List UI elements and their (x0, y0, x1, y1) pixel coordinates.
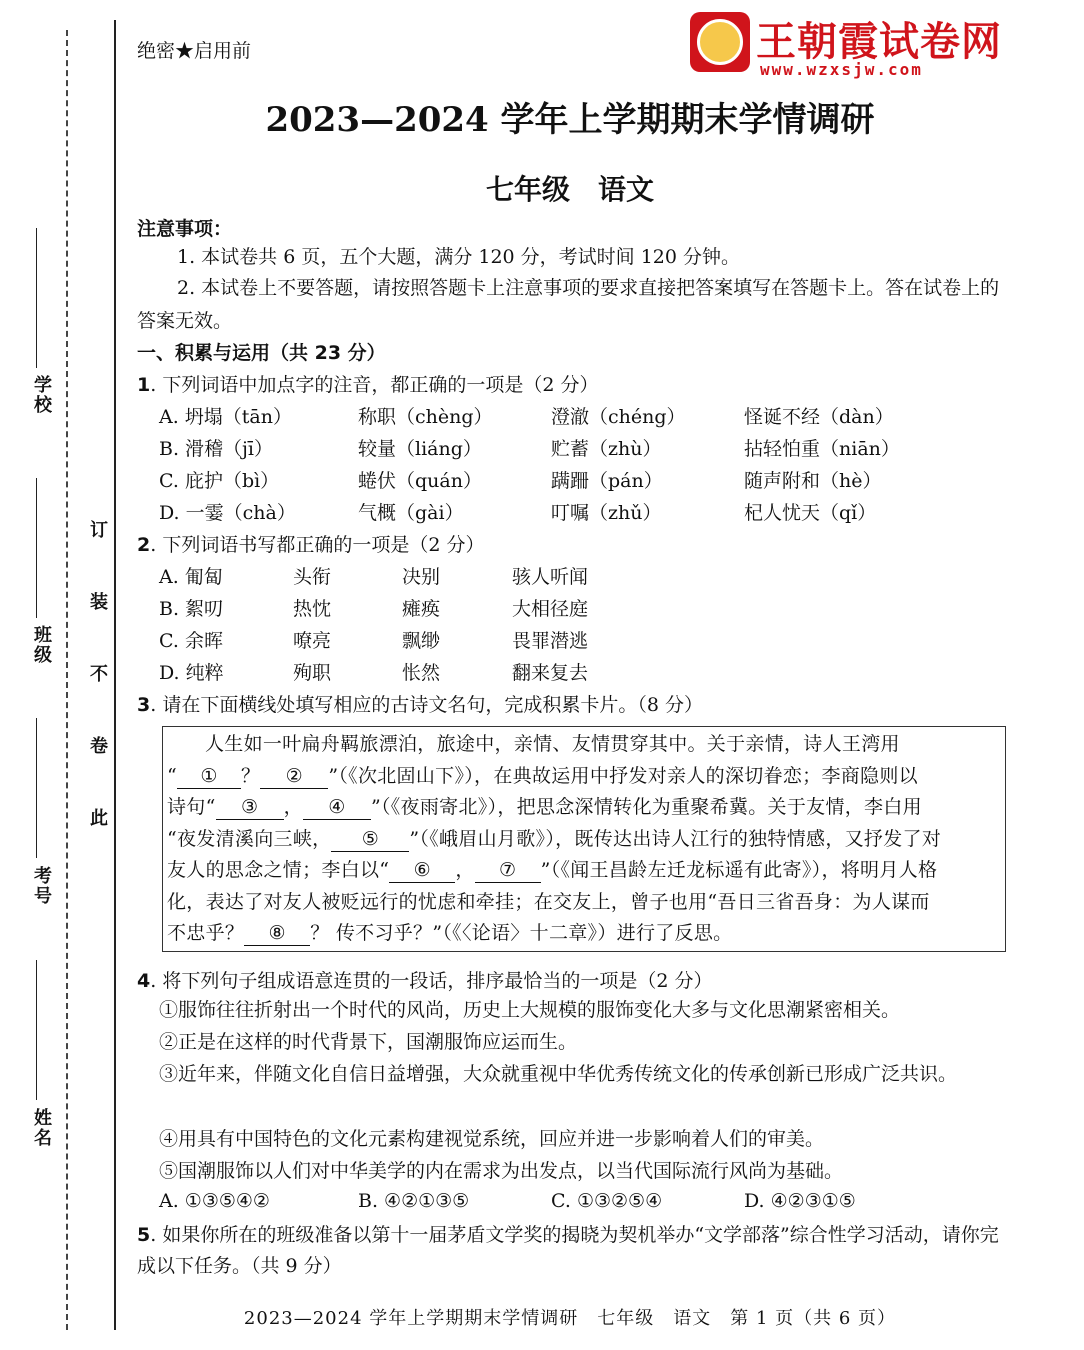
confidential-mark: 绝密★启用前 (137, 40, 252, 62)
logo-title: 王朝霞试卷网 (756, 19, 1002, 65)
section-heading: 一、积累与运用（共 23 分） (137, 342, 386, 364)
binding-solid-line (114, 20, 116, 1330)
q4-sentence-1: ①服饰往往折射出一个时代的风尚，历史上大规模的服饰变化大多与文化思潮紧密相关。 (159, 999, 901, 1021)
blank-6[interactable]: ⑥ (389, 858, 455, 883)
q1-option-a-2: 称职（chèng） (358, 406, 493, 428)
q1-option-d-1: D. 一霎（chà） (159, 502, 296, 524)
name-field-line (36, 960, 37, 1100)
blank-4[interactable]: ④ (303, 795, 371, 820)
q2-option-c-2: 嘹亮 (293, 630, 332, 652)
q1-option-a-4: 怪诞不经（dàn） (744, 406, 894, 428)
page-footer: 2023—2024 学年上学期期末学情调研 七年级 语文 第 1 页（共 6 页） (243, 1308, 897, 1329)
q1-option-d-4: 杞人忧天（qǐ） (744, 502, 877, 524)
q2-option-c-1: C. 余晖 (159, 630, 223, 652)
q2-option-a-1: A. 匍匐 (159, 566, 223, 588)
exam-no-label: 考号 (31, 866, 52, 906)
card-line: 友人的思念之情；李白以“ ⑥ ， ⑦ ”（《闻王昌龄左迁龙标遥有此寄》），将明月人格 (167, 859, 938, 881)
seal-char: 装 (87, 592, 108, 610)
q1-option-b-4: 拈轻怕重（niān） (744, 438, 900, 460)
q4-sentence-5: ⑤国潮服饰以人们对中华美学的内在需求为出发点，以当代国际流行风尚为基础。 (159, 1160, 844, 1182)
q1-option-b-3: 贮蓄（zhù） (551, 438, 662, 460)
class-label: 班级 (31, 625, 52, 665)
q4-option-c[interactable]: C. ①③②⑤④ (551, 1190, 663, 1212)
q2-option-b-1: B. 絮叨 (159, 598, 224, 620)
seal-char: 卷 (87, 736, 108, 754)
q4-option-d[interactable]: D. ④②③①⑤ (744, 1190, 856, 1212)
q1-option-b-2: 较量（liáng） (358, 438, 482, 460)
q1-option-a-1: A. 坍塌（tān） (159, 406, 293, 428)
blank-5[interactable]: ⑤ (331, 827, 409, 852)
q4-sentence-2: ②正是在这样的时代背景下，国潮服饰应运而生。 (159, 1031, 578, 1053)
notice-heading: 注意事项： (137, 218, 233, 240)
question-4-stem: 4. 将下列句子组成语意连贯的一段话，排序最恰当的一项是（2 分） (137, 970, 713, 992)
notice-item-2: 2. 本试卷上不要答题，请按照答题卡上注意事项的要求直接把答案填写在答题卡上。答在试卷上的答案无效。 (137, 277, 1000, 332)
q1-option-d-2: 气概（gài） (358, 502, 464, 524)
card-line: 化，表达了对友人被贬远行的忧虑和牵挂；在交友上，曾子也用“吾日三省吾身：为人谋而 (167, 890, 930, 913)
q4-sentence-4: ④用具有中国特色的文化元素构建视觉系统，回应并进一步影响着人们的审美。 (159, 1128, 825, 1150)
q1-option-c-3: 蹒跚（pán） (551, 470, 663, 492)
question-1-stem: 1. 下列词语中加点字的注音，都正确的一项是（2 分） (137, 374, 599, 396)
card-line: 不忠乎？ ⑧ ？ 传不习乎？”（《〈论语〉十二章》）进行了反思。 (167, 922, 733, 944)
school-field-line (36, 228, 37, 368)
q4-sentence-3: ③近年来，伴随文化自信日益增强，大众就重视中华优秀传统文化的传承创新已形成广泛共识。 (159, 1063, 958, 1085)
q4-option-a[interactable]: A. ①③⑤④② (159, 1190, 270, 1212)
question-3-stem: 3. 请在下面横线处填写相应的古诗文名句，完成积累卡片。（8 分） (137, 694, 703, 716)
exam-subtitle: 七年级 语文 (485, 173, 654, 206)
seal-char: 订 (87, 520, 108, 538)
q2-option-b-3: 瘫痪 (402, 598, 441, 620)
card-line: 诗句“ ③ ， ④ ”（《夜雨寄北》），把思念深情转化为重聚希冀。关于友情，李白用 (167, 796, 922, 818)
seal-char: 不 (87, 664, 108, 682)
exam-no-field-line (36, 718, 37, 858)
school-label: 学校 (31, 375, 52, 415)
q1-option-c-2: 蜷伏（quán） (358, 470, 482, 492)
logo-emblem-icon (690, 12, 750, 72)
q1-option-b-1: B. 滑稽（jī） (159, 438, 274, 460)
blank-3[interactable]: ③ (216, 795, 284, 820)
question-5-stem: 5. 如果你所在的班级准备以第十一届茅盾文学奖的揭晓为契机举办“文学部落”综合性学习活动，请你完成以下任务。（共 9 分） (137, 1224, 999, 1277)
q1-option-c-4: 随声附和（hè） (744, 470, 882, 492)
q2-option-d-3: 怅然 (402, 662, 441, 684)
accumulation-card (162, 726, 1006, 952)
class-field-line (36, 478, 37, 618)
q2-option-d-1: D. 纯粹 (159, 662, 224, 684)
blank-7[interactable]: ⑦ (475, 858, 541, 883)
q4-option-b[interactable]: B. ④②①③⑤ (358, 1190, 470, 1212)
q1-option-d-3: 叮嘱（zhǔ） (551, 502, 662, 524)
binding-dashed-line (66, 30, 68, 1330)
card-line: 人生如一叶扁舟羁旅漂泊，旅途中，亲情、友情贯穿其中。关于亲情，诗人王湾用 (205, 733, 900, 755)
q2-option-a-2: 头衔 (293, 566, 332, 588)
q2-option-d-2: 殉职 (293, 662, 332, 684)
logo-url: www.wzxsjw.com (760, 60, 923, 79)
q2-option-a-3: 决别 (402, 566, 441, 588)
blank-8[interactable]: ⑧ (244, 921, 310, 946)
q1-option-a-3: 澄澈（chéng） (551, 406, 686, 428)
blank-2[interactable]: ② (260, 764, 328, 789)
q2-option-b-2: 热忱 (293, 598, 332, 620)
card-line: “夜发清溪向三峡， ⑤ ”（《峨眉山月歌》），既传达出诗人江行的独特情感，又抒发了对 (167, 827, 942, 850)
q2-option-a-4: 骇人听闻 (512, 566, 589, 588)
q2-option-c-3: 飘缈 (402, 630, 441, 652)
site-logo[interactable] (690, 10, 1010, 78)
notice-item-1: 1. 本试卷共 6 页，五个大题，满分 120 分，考试时间 120 分钟。 (177, 246, 741, 268)
q2-option-d-4: 翻来复去 (512, 662, 589, 684)
question-2-stem: 2. 下列词语书写都正确的一项是（2 分） (137, 534, 485, 556)
card-line: “ ① ？ ② ”（《次北固山下》），在典故运用中抒发对亲人的深切眷恋；李商隐则以 (167, 764, 918, 787)
q2-option-c-4: 畏罪潜逃 (512, 630, 589, 652)
q1-option-c-1: C. 庇护（bì） (159, 470, 280, 492)
name-label: 姓名 (31, 1108, 52, 1148)
seal-char: 此 (87, 808, 108, 826)
exam-title: 2023—2024 学年上学期期末学情调研 (265, 100, 875, 140)
blank-1[interactable]: ① (177, 764, 241, 789)
q2-option-b-4: 大相径庭 (512, 598, 589, 620)
